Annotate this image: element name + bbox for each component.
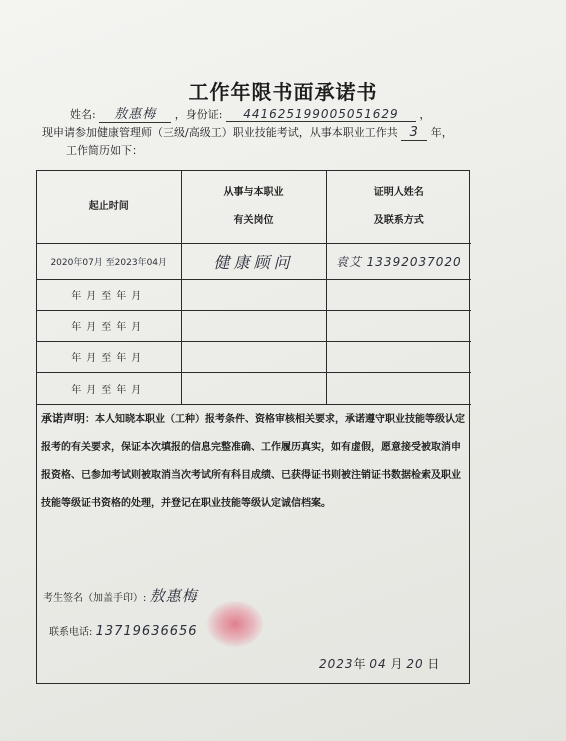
empty-period: 年月至年月 <box>37 372 181 404</box>
table-row <box>37 372 471 404</box>
empty-cell <box>326 279 471 310</box>
header-period: 起止时间 <box>37 171 181 243</box>
form-frame <box>36 170 470 684</box>
document-title: 工作年限书面承诺书 <box>188 80 378 104</box>
table-row <box>37 279 471 310</box>
signature-value: 敖惠梅 <box>149 587 198 605</box>
header-witness <box>326 171 471 243</box>
empty-period: 年月至年月 <box>37 279 181 310</box>
empty-cell <box>181 341 326 372</box>
header-position-line2: 有关岗位 <box>233 214 274 226</box>
filled-period: 2020年07月 至2023年04月 <box>37 243 181 279</box>
header-position <box>181 171 326 243</box>
name-value: 敖惠梅 <box>99 103 171 123</box>
sign-date: 2023年 04 月 20 日 <box>319 657 440 671</box>
resume-label: 工作简历如下： <box>66 144 143 157</box>
empty-cell <box>326 341 471 372</box>
table-row <box>37 341 471 372</box>
promise-text: ：本人知晓本职业（工种）报考条件、资格审核相关要求，承诺遵守职业技能等级认定报考的有关要求，保证本次填报的信息完整准确、工作履历真实，如有虚假，愿意接受被取消申报资格、已参加考试则被取消当次考试所有科目成绩、已获得证书则被注销证书数据检索及职业技能等级证书资格的处理，并登记在职业技能等级认定诚信档案。 <box>41 414 465 509</box>
filled-position: 健康顾问 <box>181 243 326 279</box>
header-witness-line2: 及联系方式 <box>373 214 424 226</box>
intro-line <box>42 124 453 141</box>
phone-value: 13719636656 <box>95 624 198 639</box>
phone-line <box>49 623 198 639</box>
empty-cell <box>326 372 471 404</box>
phone-label: 联系电话: <box>49 627 93 638</box>
empty-period: 年月至年月 <box>37 310 181 341</box>
empty-cell <box>326 310 471 341</box>
table-header-row <box>37 171 471 243</box>
header-position-line1: 从事与本职业 <box>223 186 284 198</box>
fingerprint-stamp <box>207 601 263 647</box>
empty-cell <box>181 279 326 310</box>
header-witness-line1: 证明人姓名 <box>373 186 424 198</box>
id-value: 441625199005051629 <box>226 107 416 122</box>
signature-line <box>43 585 198 606</box>
empty-period: 年月至年月 <box>37 341 181 372</box>
id-label: ，身份证: <box>174 108 223 121</box>
years-value: 3 <box>401 125 427 141</box>
table-row <box>37 243 471 279</box>
empty-cell <box>181 310 326 341</box>
id-end: ， <box>419 108 431 121</box>
table-row <box>37 310 471 341</box>
promise-statement <box>41 405 465 518</box>
promise-label: 承诺声明 <box>41 412 85 425</box>
name-label: 姓名: <box>70 108 96 121</box>
date-day: 20 <box>406 657 424 671</box>
years-unit: 年， <box>430 126 453 139</box>
work-history-table <box>37 171 471 405</box>
signature-label: 考生签名（加盖手印）: <box>43 593 147 604</box>
date-year: 2023 <box>319 657 354 671</box>
intro-prefix: 现申请参加健康管理师（三级/高级工）职业技能考试，从事本职业工作共 <box>42 126 398 139</box>
name-id-line <box>70 103 430 123</box>
date-month: 04 <box>369 657 387 671</box>
empty-cell <box>181 372 326 404</box>
filled-witness: 袁艾 13392037020 <box>326 243 471 279</box>
